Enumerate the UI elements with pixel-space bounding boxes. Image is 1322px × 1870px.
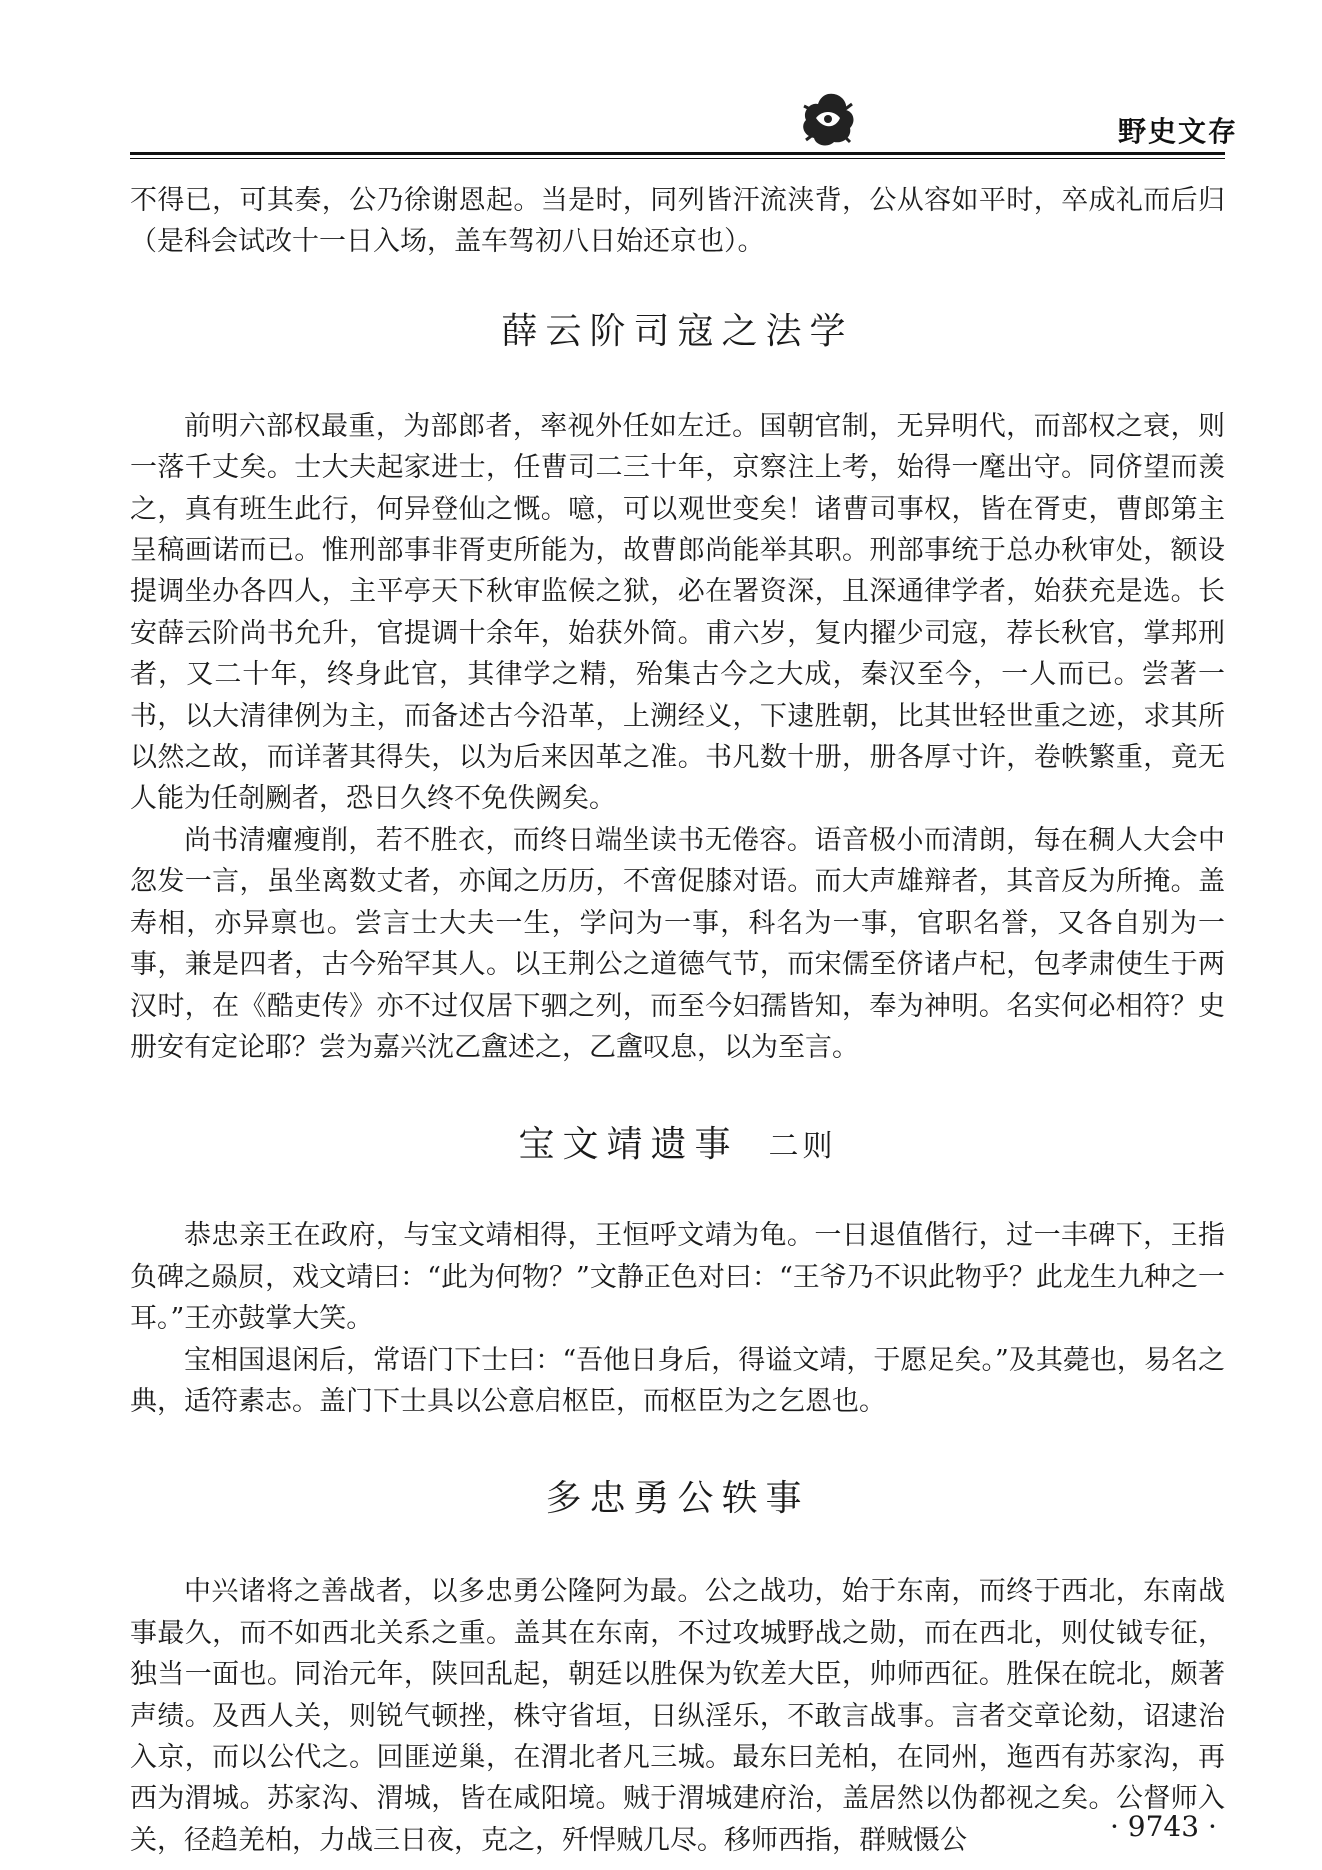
section-title bbox=[130, 1470, 1225, 1521]
page-number: · 9743 · bbox=[1110, 1810, 1217, 1843]
paragraph: 前明六部权最重，为部郎者，率视外任如左迁。国朝官制，无异明代，而部权之衰，则一落千丈矣。士大夫起家进士，任曹司二三十年，京察注上考，始得一麾出守。同侪望而羡之，真有班生此行，何异登仙之慨。噫，可以观世变矣！诸曹司事权，皆在胥吏，曹郎第主呈稿画诺而已。惟刑部事非胥吏所能为，故曹郎尚能举其职。刑部事统于总办秋审处，额设提调坐办各四人，主平亭天下秋审监候之狱，必在署资深，且深通律学者，始获充是选。长安薛云阶尚书允升，官提调十余年，始获外简。甫六岁，复内擢少司寇，荐长秋官，掌邦刑者，又二十年，终身此官，其律学之精，殆集古今之大成，秦汉至今，一人而已。尝著一书，以大清律例为主，而备述古今沿革，上溯经义，下逮胜朝，比其世轻世重之迹，求其所以然之故，而详著其得失，以为后来因革之准。书凡数十册，册各厚寸许，卷帙繁重，竟无人能为任剞劂者，恐日久终不免佚阙矣。 bbox=[130, 410, 1225, 815]
section-title-text: 薛云阶司寇之法学 bbox=[501, 310, 854, 352]
section-title bbox=[130, 1116, 1225, 1167]
paragraph: 恭忠亲王在政府，与宝文靖相得，王恒呼文靖为龟。一日退值偕行，过一丰碑下，王指负碑之赑屃，戏文靖曰：“此为何物？”文静正色对曰：“王爷乃不识此物乎？此龙生九种之一耳。”王亦鼓掌大笑。 bbox=[130, 1220, 1225, 1335]
section-subtitle: 二则 bbox=[768, 1129, 837, 1165]
paragraph: 宝相国退闲后，常语门下士曰：“吾他日身后，得谥文靖，于愿足矣。”及其薨也，易名之典，适符素志。盖门下士具以公意启枢臣，而枢臣为之乞恩也。 bbox=[130, 1344, 1225, 1417]
section-title bbox=[130, 303, 1225, 354]
paragraph: 中兴诸将之善战者，以多忠勇公隆阿为最。公之战功，始于东南，而终于西北，东南战事最久，而不如西北关系之重。盖其在东南，不过攻城野战之勋，而在西北，则仗钺专征，独当一面也。同治元年，陕回乱起，朝廷以胜保为钦差大臣，帅师西征。胜保在皖北，颇著声绩。及西人关，则锐气顿挫，株守省垣，日纵淫乐，不敢言战事。言者交章论劾，诏逮治入京，而以公代之。回匪逆巢，在渭北者凡三城。最东曰羌柏，在同州，迤西有苏家沟，再西为渭城。苏家沟、渭城，皆在咸阳境。贼于渭城建府治，盖居然以伪都视之矣。公督师入关，径趋羌柏，力战三日夜，克之，歼悍贼几尽。移师西指，群贼慑公 bbox=[130, 1576, 1225, 1856]
dragon-icon bbox=[798, 88, 858, 150]
paragraph: 尚书清癯瘦削，若不胜衣，而终日端坐读书无倦容。语音极小而清朗，每在稠人大会中忽发一言，虽坐离数丈者，亦闻之历历，不啻促膝对语。而大声雄辩者，其音反为所掩。盖寿相，亦异禀也。尝言士大夫一生，学问为一事，科名为一事，官职名誉，又各自别为一事，兼是四者，古今殆罕其人。以王荆公之道德气节，而宋儒至侪诸卢杞，包孝肃使生于两汉时，在《酷吏传》亦不过仅居下驷之列，而至今妇孺皆知，奉为神明。名实何必相符？史册安有定论耶？尝为嘉兴沈乙盦述之，乙盦叹息，以为至言。 bbox=[130, 824, 1225, 1063]
header-rule-thin bbox=[130, 158, 1225, 159]
section-title-text: 宝文靖遗事 bbox=[518, 1124, 739, 1166]
paragraph: 不得已，可其奏，公乃徐谢恩起。当是时，同列皆汗流浃背，公从容如平时，卒成礼而后归（是科会试改十一日入场，盖车驾初八日始还京也）。 bbox=[130, 185, 1225, 258]
header-rule bbox=[130, 152, 1225, 155]
page-header bbox=[0, 0, 1322, 160]
article-body bbox=[130, 180, 1225, 1861]
journal-title: 野史文存 bbox=[1118, 115, 1239, 148]
section-title-text: 多忠勇公轶事 bbox=[545, 1478, 810, 1520]
